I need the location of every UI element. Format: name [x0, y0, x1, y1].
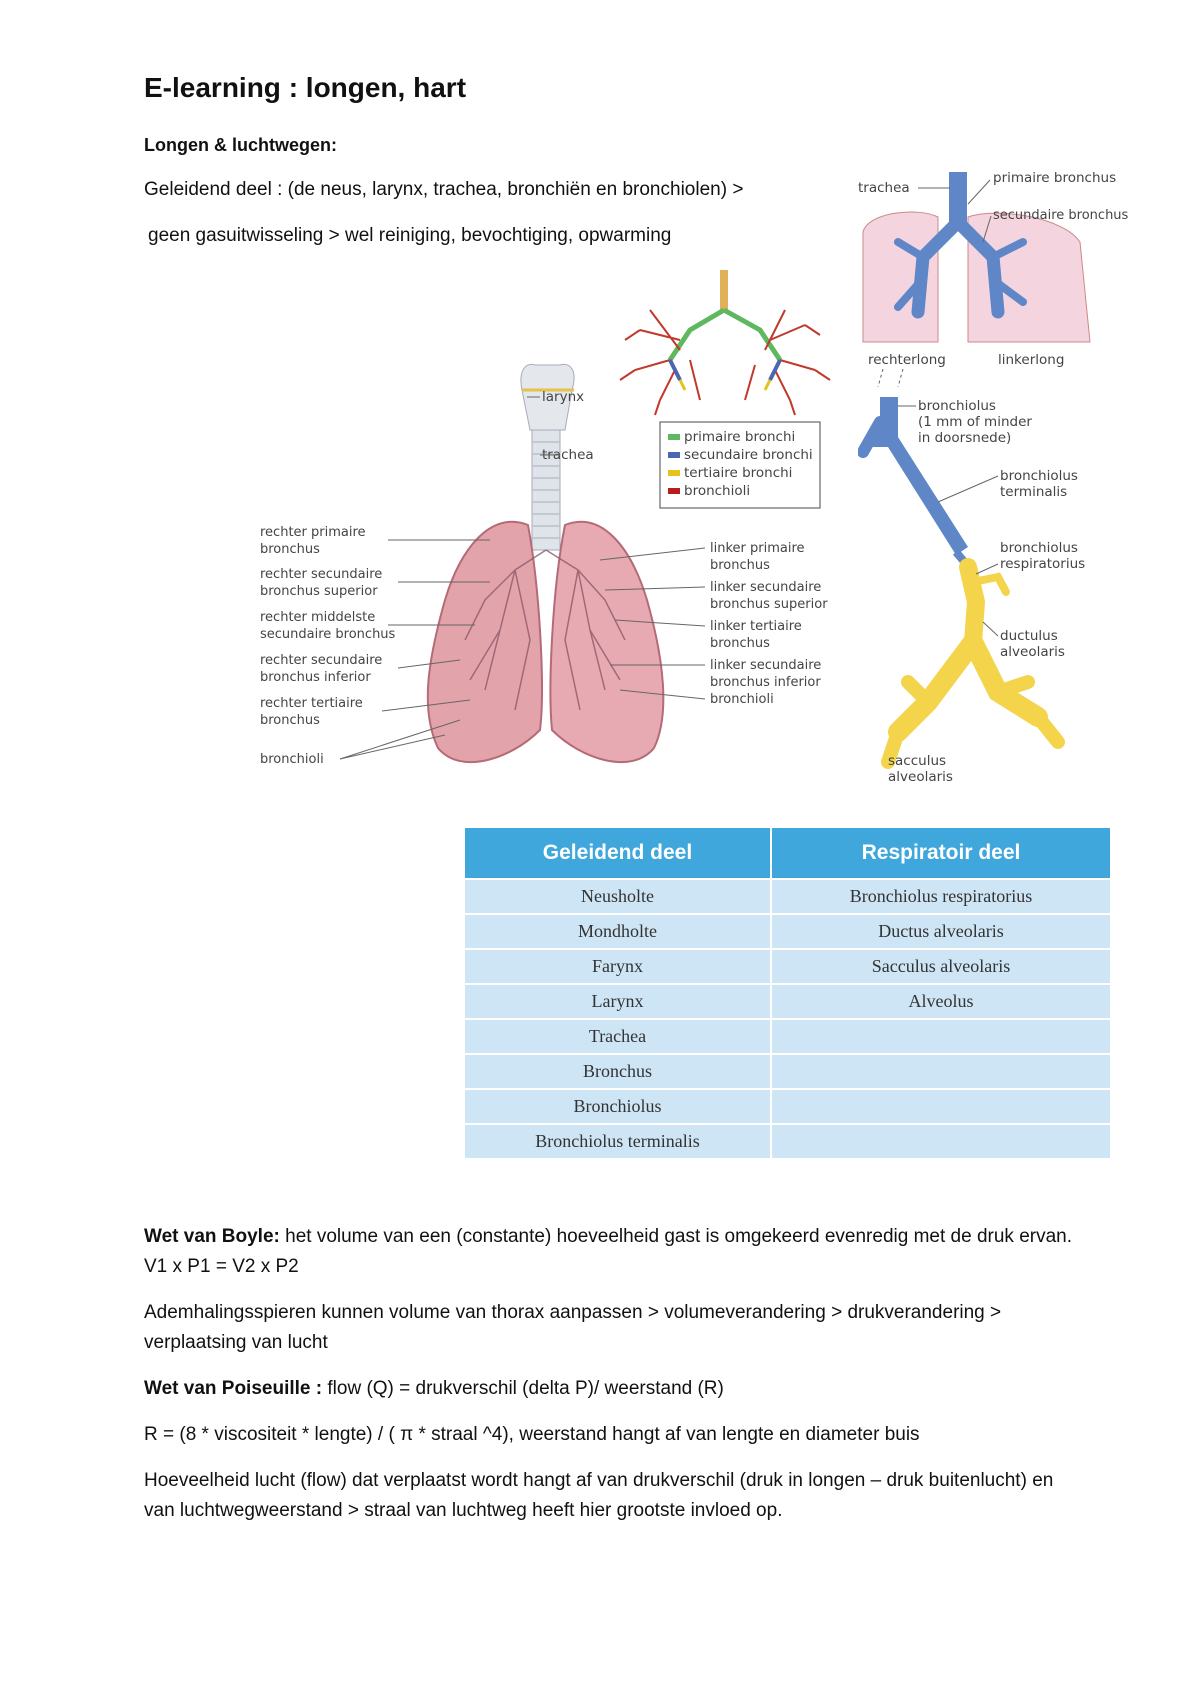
paragraph-boyle	[144, 1222, 1084, 1282]
section-heading: Longen & luchtwegen:	[144, 135, 337, 155]
page-title: E-learning : longen, hart	[144, 72, 467, 103]
table-cell	[772, 1090, 1110, 1123]
paragraph-formula: R = (8 * viscositeit * lengte) / ( π * straal ^4), weerstand hangt af van lengte en diameter buis	[144, 1424, 920, 1445]
label-larynx: larynx	[542, 389, 585, 405]
bottom-text	[144, 1222, 1084, 1542]
airway-table	[463, 826, 1112, 1160]
poiseuille-text: flow (Q) = drukverschil (delta P)/ weerstand (R)	[327, 1378, 724, 1399]
label-rechter-primaire: rechter primaire bronchus	[260, 525, 366, 557]
paragraph-poiseuille	[144, 1374, 1084, 1404]
label-rechter-middelste: rechter middelste secundaire bronchus	[260, 610, 396, 642]
airway-branching-figure	[858, 172, 1158, 792]
poiseuille-label: Wet van Poiseuille :	[144, 1378, 328, 1399]
paragraph-conducting: Geleidend deel : (de neus, larynx, trachea, bronchiën en bronchiolen) >	[144, 179, 744, 200]
table-row	[465, 950, 1110, 983]
label-bronchiolus: bronchiolus (1 mm of minder in doorsnede)	[918, 398, 1032, 446]
label-bronchioli-left: bronchioli	[260, 752, 324, 767]
label-bronchioli-right: bronchioli	[710, 692, 774, 707]
legend-tertiaire: tertiaire bronchi	[684, 465, 793, 481]
table-row	[465, 915, 1110, 948]
label-bronchiolus-respiratorius: bronchiolus respiratorius	[1000, 540, 1086, 572]
table-cell	[772, 1055, 1110, 1088]
bronchi-legend	[660, 422, 820, 508]
boyle-label: Wet van Boyle:	[144, 1226, 280, 1247]
table-cell	[772, 1125, 1110, 1158]
table-row	[465, 985, 1110, 1018]
label-linkerlong: linkerlong	[998, 352, 1065, 368]
table-cell: Bronchiolus	[465, 1090, 770, 1123]
label-rechter-secundaire-superior: rechter secundaire bronchus superior	[260, 567, 383, 599]
bronchial-tree-thumbnail	[620, 270, 830, 415]
table-cell	[772, 1020, 1110, 1053]
legend-bronchioli: bronchioli	[684, 483, 751, 499]
label-sacculus-alveolaris: sacculus alveolaris	[888, 753, 953, 785]
header-geleidend: Geleidend deel	[465, 828, 770, 878]
paragraph-flow: Hoeveelheid lucht (flow) dat verplaatst wordt hangt af van drukverschil (druk in longen – druk buitenlucht) en van luchtwegweerstand > straal van luchtweg heeft hier grootste invloed op.	[144, 1470, 1054, 1521]
table-row	[465, 1125, 1110, 1158]
label-trachea-right: trachea	[858, 180, 910, 196]
paragraph-ademhaling: Ademhalingsspieren kunnen volume van thorax aanpassen > volumeverandering > drukverandering > verplaatsing van lucht	[144, 1302, 1002, 1353]
table-cell: Ductus alveolaris	[772, 915, 1110, 948]
table-cell: Sacculus alveolaris	[772, 950, 1110, 983]
table-cell: Neusholte	[465, 880, 770, 913]
table-cell: Trachea	[465, 1020, 770, 1053]
label-rechter-tertiaire: rechter tertiaire bronchus	[260, 696, 363, 728]
table-row	[465, 1090, 1110, 1123]
label-primaire-bronchus: primaire bronchus	[993, 172, 1117, 186]
table-cell: Farynx	[465, 950, 770, 983]
label-linker-primaire: linker primaire bronchus	[710, 541, 805, 573]
label-ductulus-alveolaris: ductulus alveolaris	[1000, 628, 1065, 660]
label-linker-secundaire-inferior: linker secundaire bronchus inferior	[710, 658, 822, 690]
header-respiratoir: Respiratoir deel	[772, 828, 1110, 878]
label-trachea: trachea	[542, 447, 594, 463]
table-cell: Bronchiolus terminalis	[465, 1125, 770, 1158]
table-cell: Bronchus	[465, 1055, 770, 1088]
table-row	[465, 1055, 1110, 1088]
label-rechter-secundaire-inferior: rechter secundaire bronchus inferior	[260, 653, 383, 685]
label-linker-tertiaire: linker tertiaire bronchus	[710, 619, 802, 651]
paragraph-conducting-cont: geen gasuitwisseling > wel reiniging, bevochtiging, opwarming	[148, 225, 672, 246]
table-cell: Alveolus	[772, 985, 1110, 1018]
table-cell: Larynx	[465, 985, 770, 1018]
label-bronchiolus-terminalis: bronchiolus terminalis	[1000, 468, 1078, 500]
lungs-figure	[260, 270, 860, 790]
legend-secundaire: secundaire bronchi	[684, 447, 813, 463]
table-row	[465, 880, 1110, 913]
table-cell: Mondholte	[465, 915, 770, 948]
legend-primaire: primaire bronchi	[684, 429, 796, 445]
label-linker-secundaire-superior: linker secundaire bronchus superior	[710, 580, 828, 612]
label-rechterlong: rechterlong	[868, 352, 946, 368]
lungs	[428, 522, 664, 762]
table-cell: Bronchiolus respiratorius	[772, 880, 1110, 913]
table-header-row	[465, 828, 1110, 878]
label-secundaire-bronchus: secundaire bronchus	[993, 208, 1129, 223]
boyle-text: het volume van een (constante) hoeveelheid gast is omgekeerd evenredig met de druk ervan. V1 x P1 = V2 x P2	[144, 1226, 1072, 1277]
alveolar-ducts	[888, 567, 1058, 762]
table-row	[465, 1020, 1110, 1053]
